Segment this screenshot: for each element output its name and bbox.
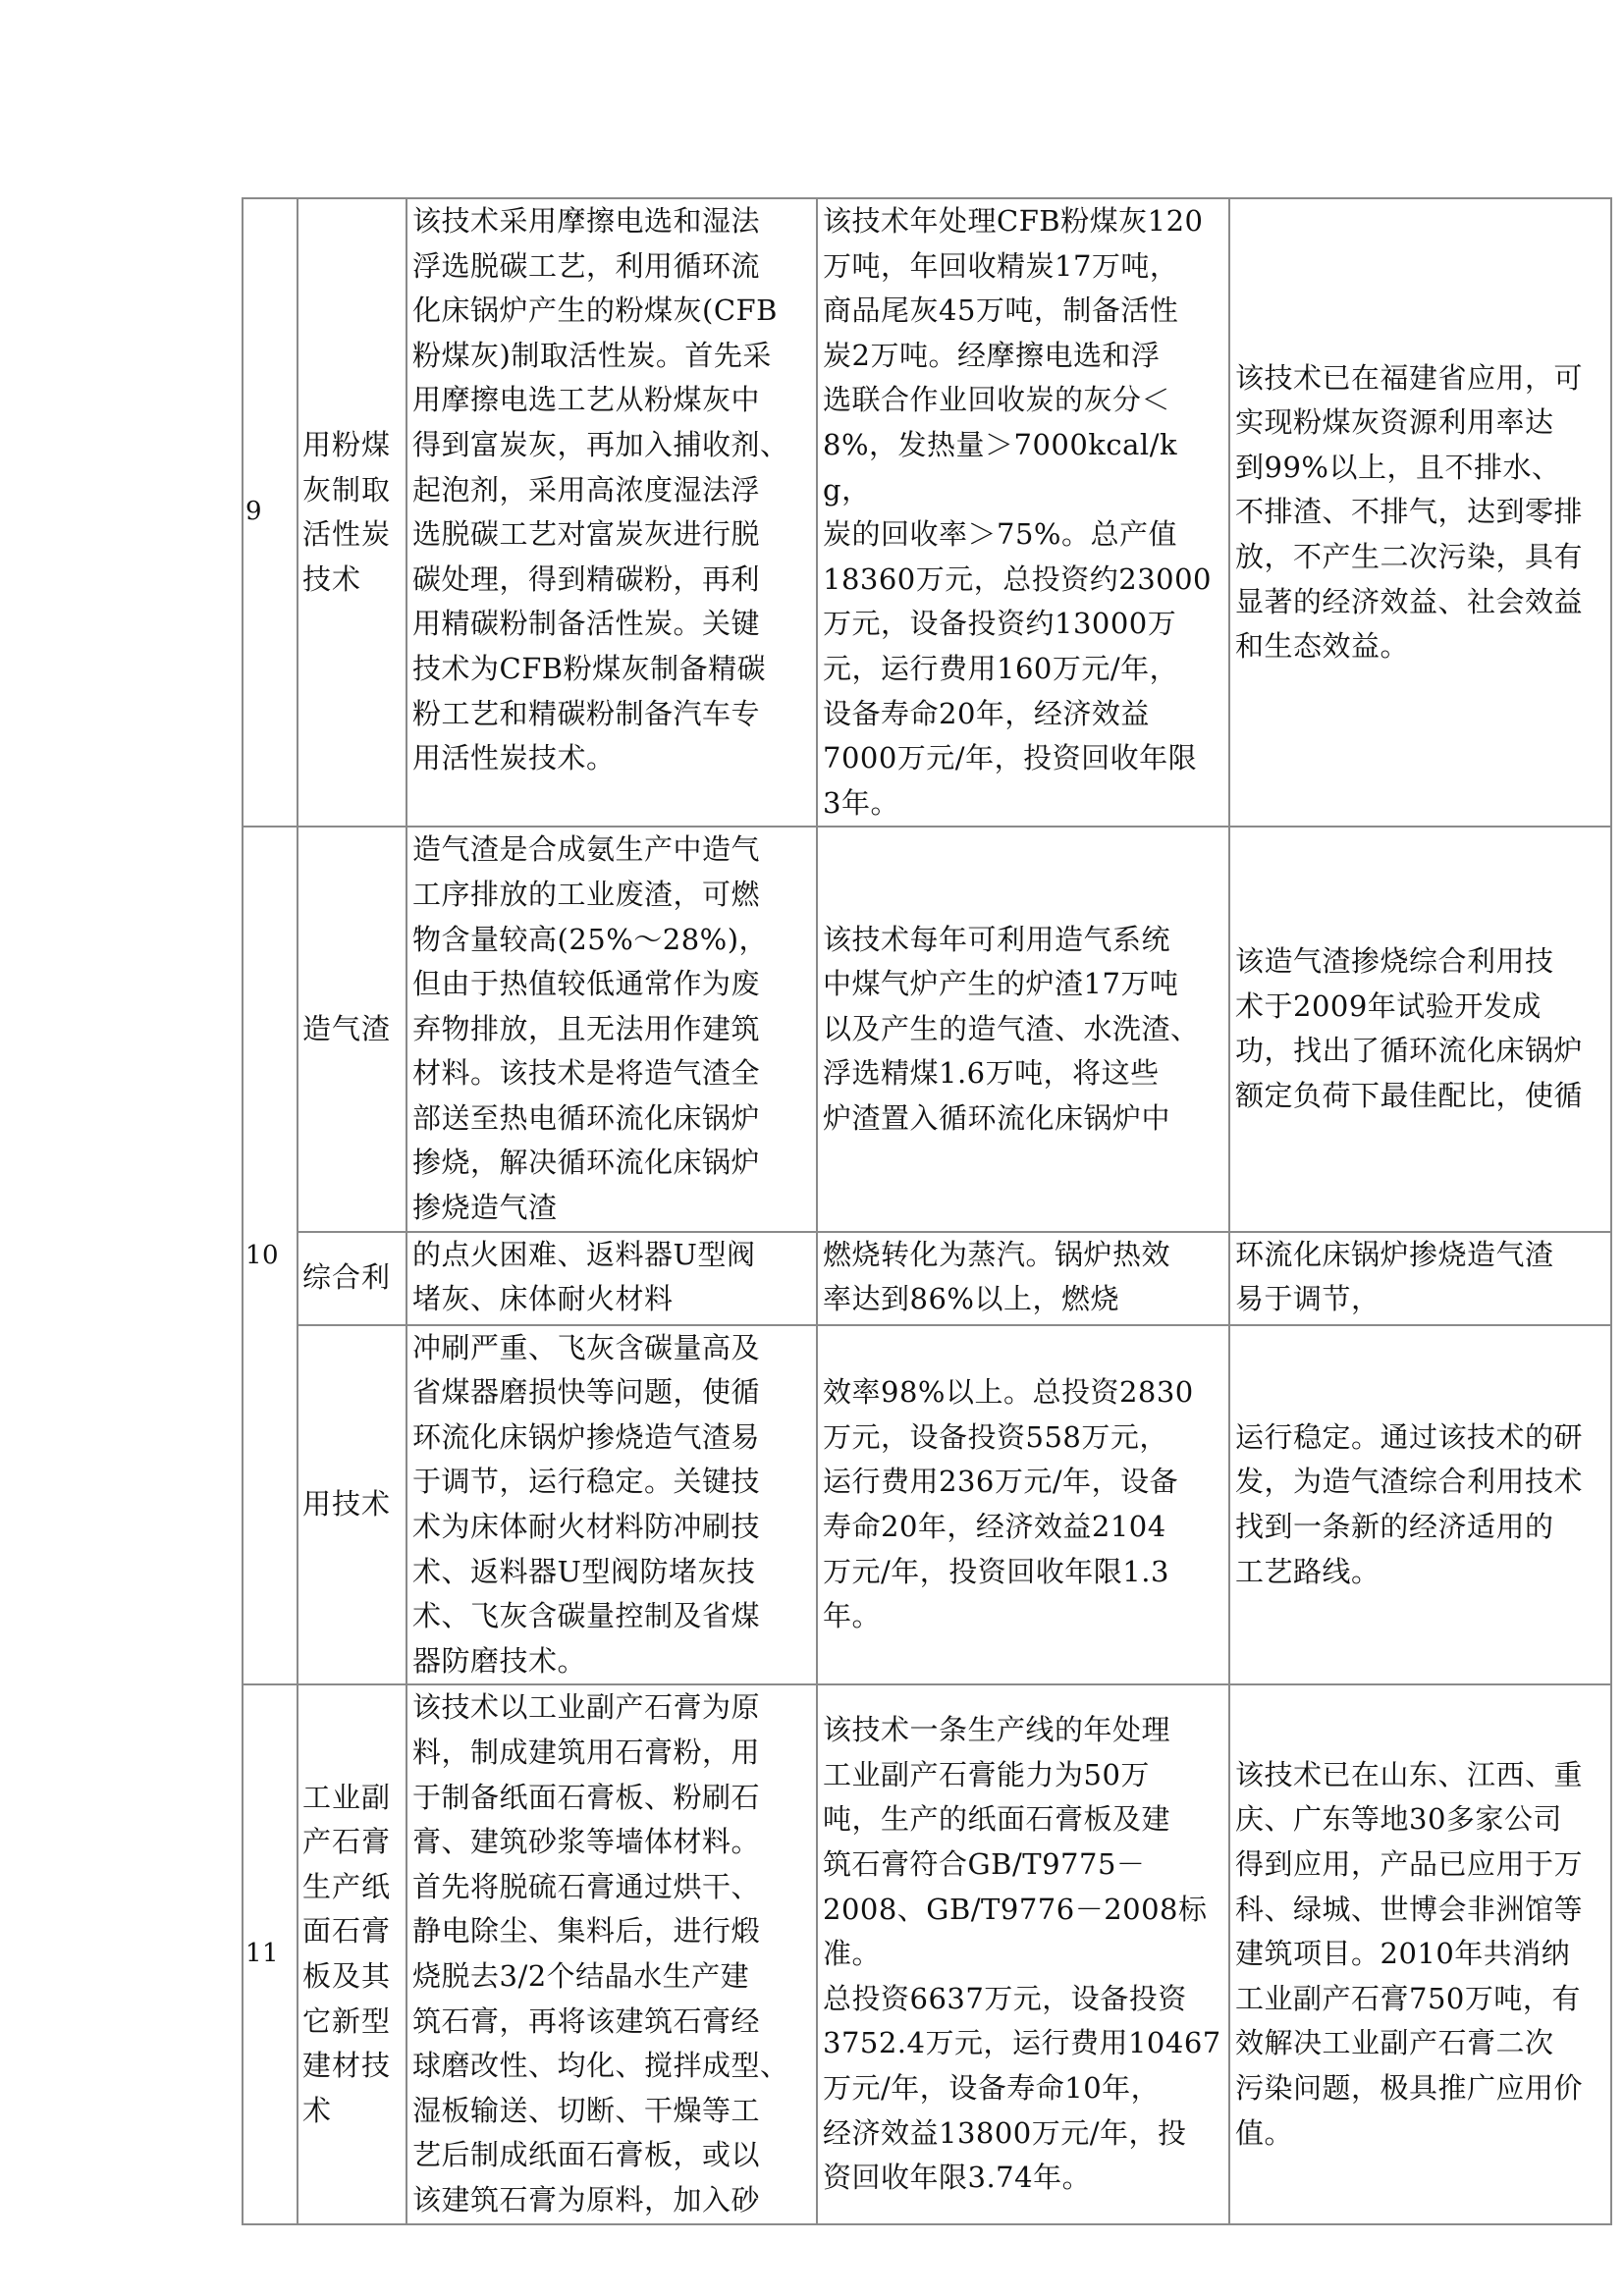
table-row bbox=[243, 1232, 1611, 1325]
application-status-cell bbox=[1229, 1232, 1611, 1325]
row-number-cell bbox=[243, 827, 298, 1684]
application-status: 环流化床锅炉掺烧造气渣 易于调节， bbox=[1235, 1237, 1554, 1316]
row-number: 11 bbox=[245, 1939, 280, 1969]
row-number: 9 bbox=[245, 497, 263, 527]
table-row bbox=[243, 1684, 1611, 2223]
application-status-cell bbox=[1229, 198, 1611, 827]
technology-content: 的点火困难、返料器U型阀 堵灰、床体耐火材料 bbox=[412, 1237, 756, 1316]
row-number-cell bbox=[243, 198, 298, 827]
table-row bbox=[243, 1325, 1611, 1685]
row-number-cell bbox=[243, 1684, 298, 2223]
row-number: 10 bbox=[245, 1240, 280, 1270]
technology-content-cell bbox=[406, 1325, 817, 1685]
technology-content: 冲刷严重、飞灰含碳量高及 省煤器磨损快等问题，使循 环流化床锅炉掺烧造气渣易 于调节，运行稳定。关键技 术为床体耐火材料防冲刷技 术、返料器U型阀防堵灰技 术、飞灰含碳量控制及省煤 器防磨技术。 bbox=[412, 1330, 761, 1678]
application-status: 该技术已在福建省应用，可 实现粉煤灰资源利用率达 到99%以上，且不排水、 不排渣、不排气，达到零排 放，不产生二次污染，具有 显著的经济效益、社会效益 和生态效益。 bbox=[1235, 360, 1584, 664]
technology-benefit-cell bbox=[817, 198, 1229, 827]
technology-name: 工业副 产石膏 生产纸 面石膏 板及其 它新型 建材技 术 bbox=[302, 1780, 392, 2127]
technology-table bbox=[242, 197, 1612, 2225]
technology-benefit: 该技术一条生产线的年处理 工业副产石膏能力为50万 吨，生产的纸面石膏板及建 筑石膏符合GB/T9775－ 2008、GB/T9776－2008标准。 总投资6637万元，设备投资 3752.4万元，运行费用10467 万元/年，设备寿命10年， 经济效益13800万元/年，投 资回收年限3.74年。 bbox=[823, 1713, 1221, 2195]
technology-benefit-cell bbox=[817, 1325, 1229, 1685]
technology-content-cell bbox=[406, 827, 817, 1231]
technology-content-cell bbox=[406, 198, 817, 827]
technology-name-cell bbox=[298, 198, 406, 827]
technology-benefit: 效率98%以上。总投资2830 万元，设备投资558万元， 运行费用236万元/年，设备 寿命20年，经济效益2104 万元/年，投资回收年限1.3 年。 bbox=[823, 1375, 1194, 1633]
technology-name: 造气渣 bbox=[302, 1011, 392, 1045]
application-status: 该技术已在山东、江西、重 庆、广东等地30多家公司 得到应用，产品已应用于万 科、绿城、世博会非洲馆等 建筑项目。2010年共消纳 工业副产石膏750万吨，有 效解决工业副产石膏二次 污染问题，极具推广应用价 值。 bbox=[1235, 1757, 1584, 2150]
application-status: 该造气渣掺烧综合利用技 术于2009年试验开发成 功，找出了循环流化床锅炉 额定负荷下最佳配比，使循 bbox=[1235, 944, 1584, 1113]
technology-name: 用技术 bbox=[302, 1487, 392, 1522]
technology-benefit-cell bbox=[817, 1232, 1229, 1325]
table-row bbox=[243, 198, 1611, 827]
technology-content: 该技术以工业副产石膏为原 料，制成建筑用石膏粉，用 于制备纸面石膏板、粉刷石 膏、建筑砂浆等墙体材料。 首先将脱硫石膏通过烘干、 静电除尘、集料后，进行煅 烧脱去3/2个结晶水生产建 筑石膏，再将该建筑石膏经 球磨改性、均化、搅拌成型、 湿板输送、切断、干燥等工 艺后制成纸面石膏板，或以 该建筑石膏为原料，加入砂 bbox=[412, 1690, 789, 2216]
technology-name-cell bbox=[298, 1684, 406, 2223]
technology-name-cell bbox=[298, 1325, 406, 1685]
technology-name-cell bbox=[298, 827, 406, 1231]
technology-content-cell bbox=[406, 1232, 817, 1325]
technology-benefit: 燃烧转化为蒸汽。锅炉热效 率达到86%以上，燃烧 bbox=[823, 1237, 1171, 1316]
technology-name: 综合利 bbox=[302, 1260, 392, 1295]
technology-benefit: 该技术年处理CFB粉煤灰120 万吨，年回收精炭17万吨， 商品尾灰45万吨，制备活性 炭2万吨。经摩擦电选和浮 选联合作业回收炭的灰分＜ 8%，发热量＞7000kcal/kg， 炭的回收率＞75%。总产值 18360万元，总投资约23000 万元，设备投资约13000万 元，运行费用160万元/年， 设备寿命20年，经济效益 7000万元/年，投资回收年限 3年。 bbox=[823, 204, 1213, 820]
application-status-cell bbox=[1229, 827, 1611, 1231]
technology-content: 造气渣是合成氨生产中造气 工序排放的工业废渣，可燃 物含量较高(25%～28%)， 但由于热值较低通常作为废 弃物排放，且无法用作建筑 材料。该技术是将造气渣全 部送至热电循环流化床锅炉 掺烧，解决循环流化床锅炉 掺烧造气渣 bbox=[412, 832, 769, 1225]
application-status-cell bbox=[1229, 1325, 1611, 1685]
technology-benefit-cell bbox=[817, 827, 1229, 1231]
application-status: 运行稳定。通过该技术的研 发，为造气渣综合利用技术 找到一条新的经济适用的 工艺路线。 bbox=[1235, 1419, 1584, 1588]
technology-benefit-cell bbox=[817, 1684, 1229, 2223]
technology-benefit: 该技术每年可利用造气系统 中煤气炉产生的炉渣17万吨 以及产生的造气渣、水洗渣、 浮选精煤1.6万吨，将这些 炉渣置入循环流化床锅炉中 bbox=[823, 922, 1200, 1135]
technology-name-cell bbox=[298, 1232, 406, 1325]
technology-content: 该技术采用摩擦电选和湿法 浮选脱碳工艺，利用循环流 化床锅炉产生的粉煤灰(CFB 粉煤灰)制取活性炭。首先采 用摩擦电选工艺从粉煤灰中 得到富炭灰，再加入捕收剂、 起泡剂，采用高浓度湿法浮 选脱碳工艺对富炭灰进行脱 碳处理，得到精碳粉，再利 用精碳粉制备活性炭。关键 技术为CFB粉煤灰制备精碳 粉工艺和精碳粉制备汽车专 用活性炭技术。 bbox=[412, 204, 789, 775]
technology-name: 用粉煤 灰制取 活性炭 技术 bbox=[302, 427, 392, 596]
application-status-cell bbox=[1229, 1684, 1611, 2223]
technology-content-cell bbox=[406, 1684, 817, 2223]
table-row bbox=[243, 827, 1611, 1231]
